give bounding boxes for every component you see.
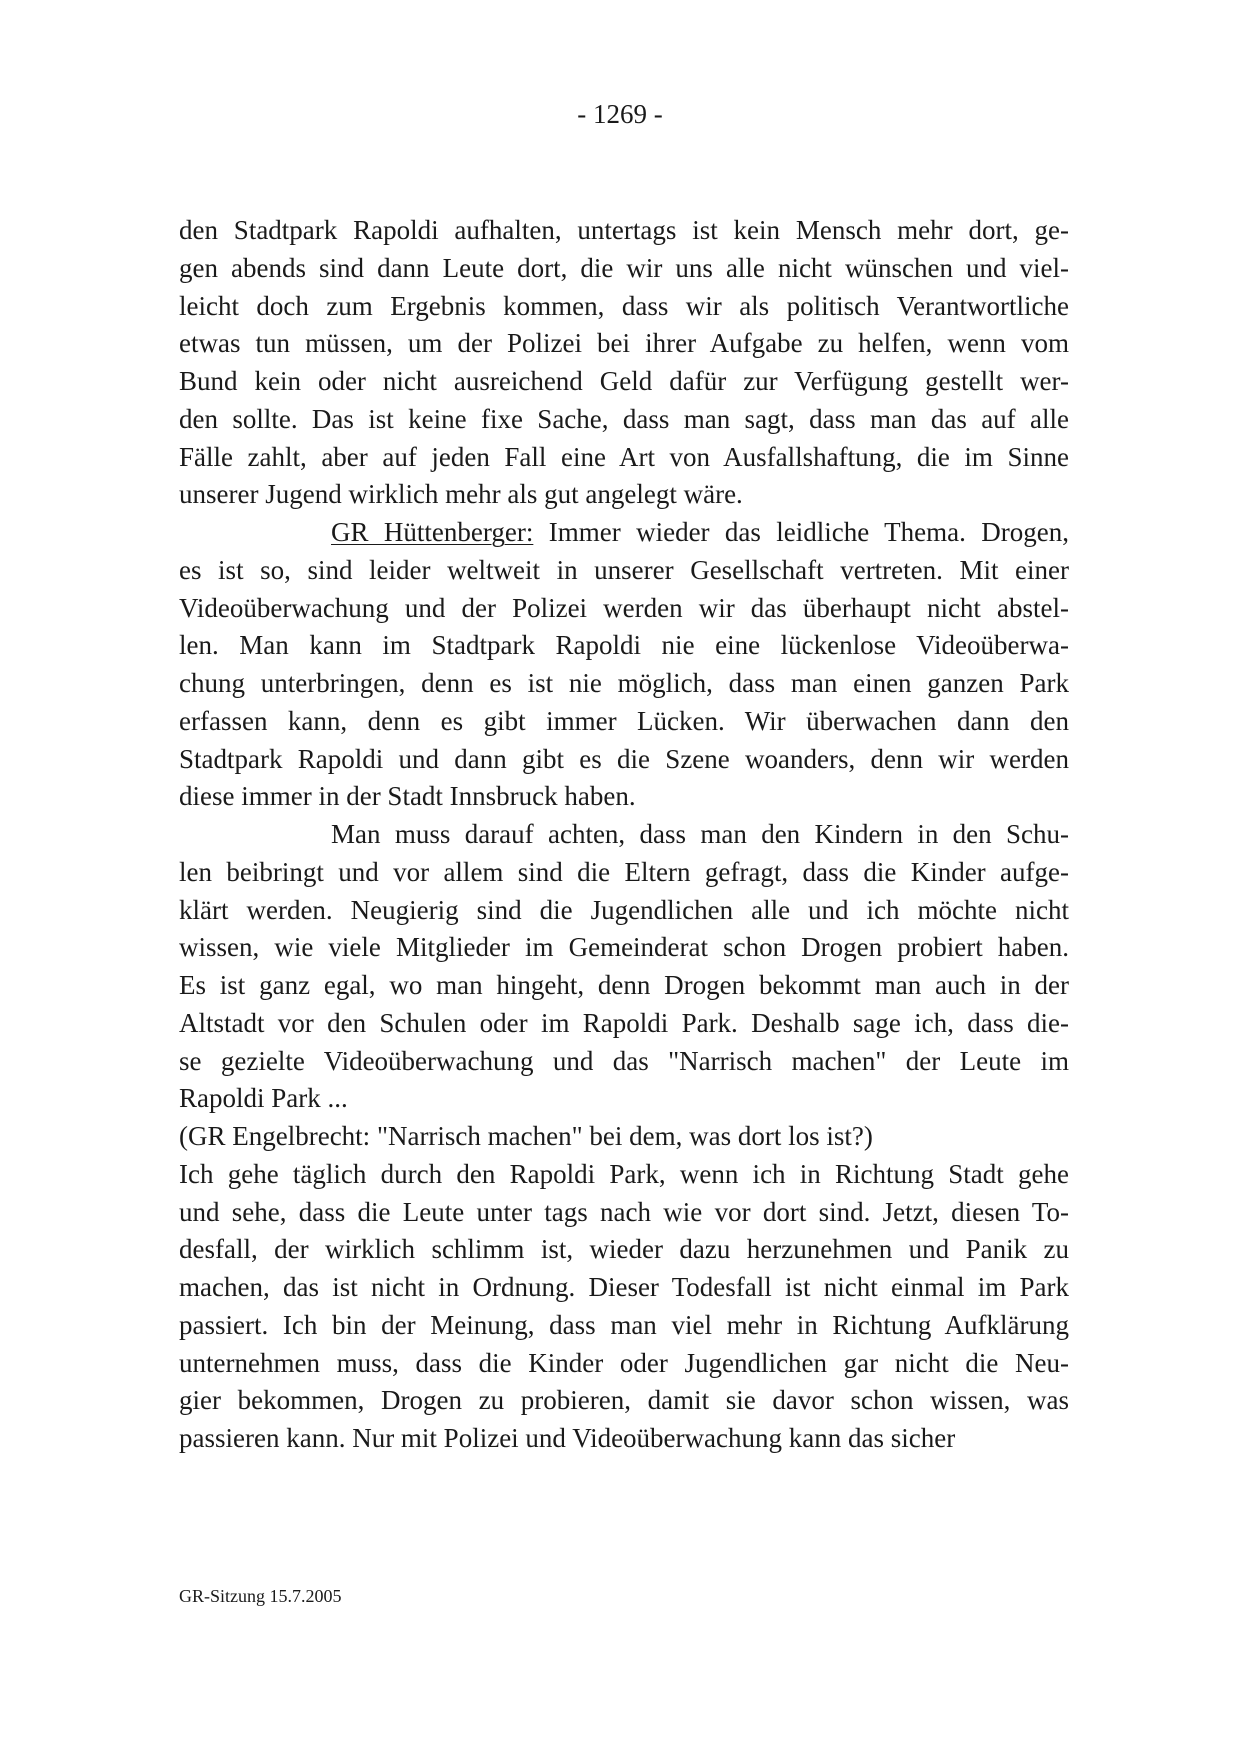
text-line: Ich gehe täglich durch den Rapoldi Park, wenn ich in Richtung Stadt gehe <box>179 1158 1069 1189</box>
paragraph-continuation <box>179 212 1069 514</box>
text-line: es ist so, sind leider weltweit in unserer Gesellschaft vertreten. Mit einer <box>179 554 1069 585</box>
text-line: desfall, der wirklich schlimm ist, wieder dazu herzunehmen und Panik zu <box>179 1234 1069 1265</box>
text-line: gier bekommen, Drogen zu probieren, damit sie davor schon wissen, was <box>179 1385 1069 1416</box>
interjection-line: (GR Engelbrecht: "Narrisch machen" bei dem, was dort los ist?) <box>179 1121 873 1151</box>
speech-text: Immer wieder das leidliche Thema. Drogen, <box>533 517 1069 547</box>
text-line: diese immer in der Stadt Innsbruck haben. <box>179 781 636 812</box>
speaker-name: GR Hüttenberger: <box>331 517 534 547</box>
text-line: Stadtpark Rapoldi und dann gibt es die Szene woanders, denn wir werden <box>179 743 1069 774</box>
text-line: und sehe, dass die Leute unter tags nach wie vor dort sind. Jetzt, diesen To- <box>179 1196 1069 1227</box>
text-line: Altstadt vor den Schulen oder im Rapoldi Park. Deshalb sage ich, dass die- <box>179 1007 1069 1038</box>
text-line: erfassen kann, denn es gibt immer Lücken. Wir überwachen dann den <box>179 705 1069 736</box>
text-line: klärt werden. Neugierig sind die Jugendlichen alle und ich möchte nicht <box>179 894 1069 925</box>
text-line: leicht doch zum Ergebnis kommen, dass wir als politisch Verantwortliche <box>179 290 1069 321</box>
text-line: machen, das ist nicht in Ordnung. Dieser Todesfall ist nicht einmal im Park <box>179 1272 1069 1302</box>
text-line: Fälle zahlt, aber auf jeden Fall eine Art von Ausfallshaftung, die im Sinne <box>179 441 1069 472</box>
text-line: den Stadtpark Rapoldi aufhalten, untertags ist kein Mensch mehr dort, ge- <box>179 215 1069 245</box>
speech-first-line <box>179 514 1069 552</box>
paragraph-speech-huettenberger <box>179 514 1069 816</box>
text-line: wissen, wie viele Mitglieder im Gemeinderat schon Drogen probiert haben. <box>179 932 1069 963</box>
text-line: Rapoldi Park ... <box>179 1083 348 1114</box>
text-line: passiert. Ich bin der Meinung, dass man viel mehr in Richtung Aufklärung <box>179 1309 1069 1340</box>
text-line: len. Man kann im Stadtpark Rapoldi nie eine lückenlose Videoüberwa- <box>179 630 1069 661</box>
text-line: Es ist ganz egal, wo man hingeht, denn Drogen bekommt man auch in der <box>179 970 1069 1000</box>
text-line: etwas tun müssen, um der Polizei bei ihrer Aufgabe zu helfen, wenn vom <box>179 328 1069 359</box>
paragraph-indented <box>179 816 1069 1118</box>
text-line: se gezielte Videoüberwachung und das "Narrisch machen" der Leute im <box>179 1045 1069 1076</box>
paragraph-continuation-2 <box>179 1156 1069 1458</box>
document-body <box>179 212 1069 1458</box>
text-line: unserer Jugend wirklich mehr als gut angelegt wäre. <box>179 479 743 510</box>
text-line: Videoüberwachung und der Polizei werden wir das überhaupt nicht abstel- <box>179 592 1069 623</box>
text-line: len beibringt und vor allem sind die Eltern gefragt, dass die Kinder aufge- <box>179 856 1069 887</box>
text-line: unternehmen muss, dass die Kinder oder Jugendlichen gar nicht die Neu- <box>179 1347 1069 1378</box>
text-line: gen abends sind dann Leute dort, die wir uns alle nicht wünschen und viel- <box>179 252 1069 283</box>
text-line: Man muss darauf achten, dass man den Kindern in den Schu- <box>331 819 1069 849</box>
text-line: Bund kein oder nicht ausreichend Geld dafür zur Verfügung gestellt wer- <box>179 366 1069 396</box>
text-line: den sollte. Das ist keine fixe Sache, dass man sagt, dass man das auf alle <box>179 403 1069 434</box>
page-number: - 1269 - <box>577 99 663 129</box>
footer-session-date: GR-Sitzung 15.7.2005 <box>179 1586 342 1606</box>
text-line: passieren kann. Nur mit Polizei und Videoüberwachung kann das sicher <box>179 1423 956 1453</box>
text-line: chung unterbringen, denn es ist nie möglich, dass man einen ganzen Park <box>179 668 1069 698</box>
paragraph-interjection <box>179 1118 1069 1156</box>
